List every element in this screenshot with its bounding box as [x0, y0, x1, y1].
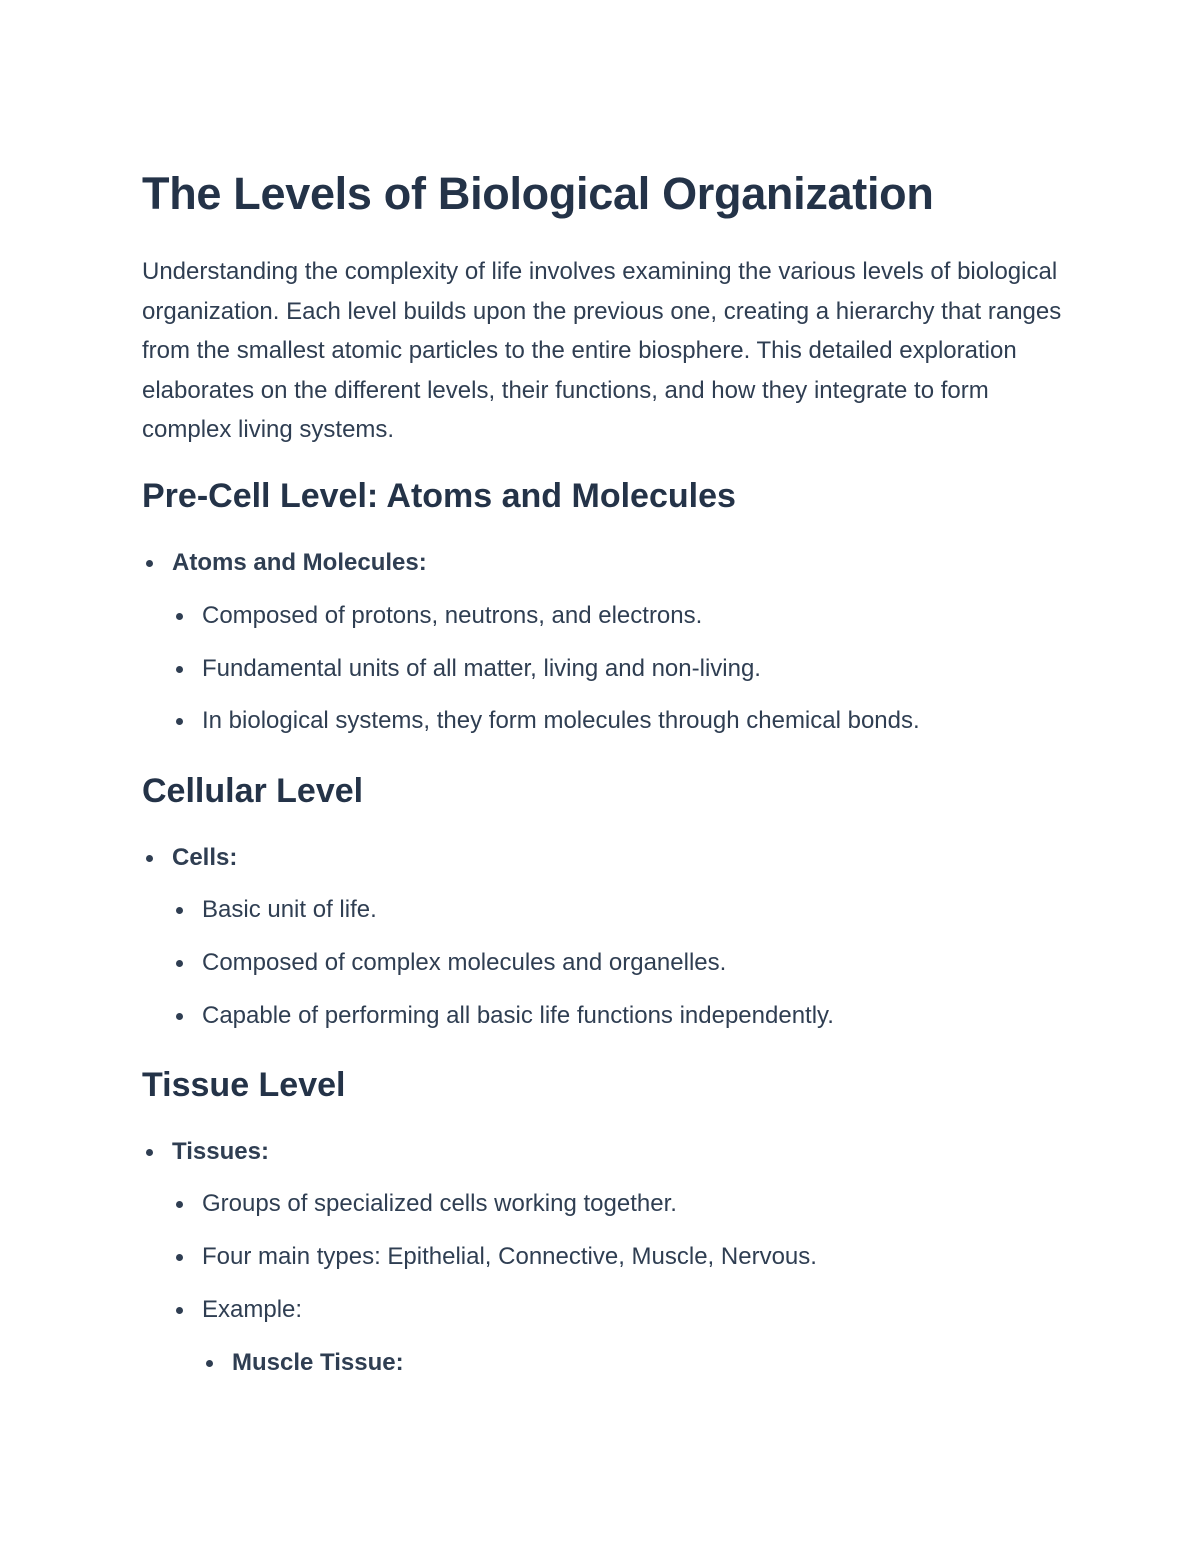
list-item-label: Composed of protons, neutrons, and electrons. — [202, 602, 703, 629]
intro-paragraph: Understanding the complexity of life involves examining the various levels of biological organization. Each level builds upon the previous one, creating a hierarchy that ranges from the smallest atomic particles to the entire biosphere. This detailed exploration elaborates on the different levels, their functions, and how they integrate to form complex living systems. — [142, 258, 1062, 443]
list-item — [202, 601, 702, 631]
list-item-label: Muscle Tissue: — [232, 1349, 404, 1376]
section-heading-pre-cell: Pre-Cell Level: Atoms and Molecules — [142, 477, 736, 515]
list-item-label: Example: — [202, 1296, 303, 1323]
list-item — [202, 1242, 817, 1272]
list-item — [202, 706, 920, 736]
list-item-term — [172, 1137, 269, 1167]
list-item-label: In biological systems, they form molecules through chemical bonds. — [202, 707, 920, 734]
list-item-label: Tissues: — [172, 1138, 269, 1165]
list-item — [202, 1001, 834, 1031]
list-item — [202, 895, 377, 925]
list-item-label: Four main types: Epithelial, Connective, Muscle, Nervous. — [202, 1243, 817, 1270]
bullet-icon — [176, 1013, 183, 1020]
list-item-label: Capable of performing all basic life functions independently. — [202, 1002, 834, 1029]
bullet-icon — [176, 907, 183, 914]
bullet-icon — [146, 560, 153, 567]
bullet-icon — [176, 613, 183, 620]
list-item-label: Atoms and Molecules: — [172, 549, 427, 576]
list-item-label: Basic unit of life. — [202, 896, 377, 923]
list-item-label: Cells: — [172, 844, 238, 871]
bullet-icon — [176, 960, 183, 967]
bullet-icon — [176, 1201, 183, 1208]
bullet-icon — [176, 666, 183, 673]
list-item-term — [172, 843, 237, 873]
list-item-label: Composed of complex molecules and organelles. — [202, 949, 727, 976]
list-item-label: Fundamental units of all matter, living and non-living. — [202, 655, 761, 682]
list-item-term — [172, 548, 427, 578]
list-item-label: Groups of specialized cells working together. — [202, 1190, 677, 1217]
bullet-icon — [176, 1307, 183, 1314]
page-title: The Levels of Biological Organization — [142, 168, 934, 219]
list-item — [202, 948, 726, 978]
bullet-icon — [146, 1149, 153, 1156]
bullet-icon — [206, 1360, 213, 1367]
list-item — [202, 654, 761, 684]
section-heading-cellular: Cellular Level — [142, 772, 364, 810]
section-heading-tissue: Tissue Level — [142, 1066, 346, 1104]
bullet-icon — [176, 1254, 183, 1261]
bullet-icon — [146, 855, 153, 862]
list-item — [202, 1189, 677, 1219]
list-item-term — [232, 1348, 404, 1378]
list-item — [202, 1295, 302, 1325]
bullet-icon — [176, 718, 183, 725]
